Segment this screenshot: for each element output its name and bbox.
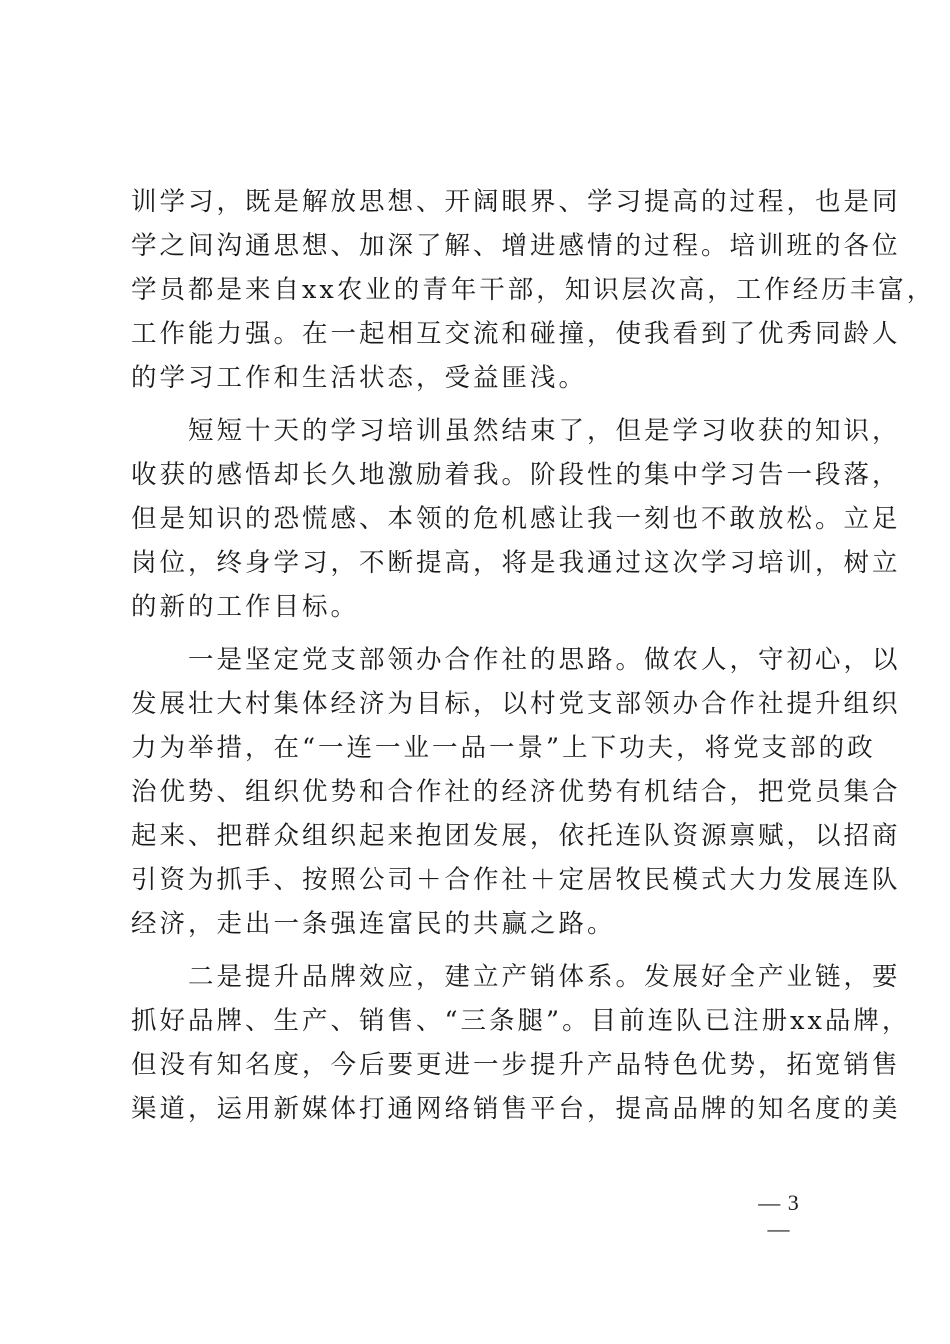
text-line: 的学习工作和生活状态，受益匪浅。 xyxy=(131,363,588,393)
text-line: 工作能力强。在一起相互交流和碰撞，使我看到了优秀同龄人 xyxy=(131,319,901,349)
text-line: 发展壮大村集体经济为目标，以村党支部领办合作社提升组织 xyxy=(131,689,901,719)
text-line: 收获的感悟却长久地激励着我。阶段性的集中学习告一段落， xyxy=(131,460,901,490)
text-line: 二是提升品牌效应，建立产销体系。发展好全产业链，要 xyxy=(131,962,901,992)
text-line: 经济，走出一条强连富民的共赢之路。 xyxy=(131,909,616,939)
text-line: 抓好品牌、生产、销售、“三条腿”。目前连队已注册xx品牌， xyxy=(131,1006,911,1036)
text-line: 训学习，既是解放思想、开阔眼界、学习提高的过程，也是同 xyxy=(131,187,901,217)
text-line: 的新的工作目标。 xyxy=(131,592,360,622)
text-line: 学员都是来自xx农业的青年干部，知识层次高，工作经历丰富， xyxy=(131,275,936,305)
paragraph-2 xyxy=(131,409,901,629)
text-line: 起来、把群众组织起来抱团发展，依托连队资源禀赋，以招商 xyxy=(131,821,901,851)
text-line: 力为举措，在“一连一业一品一景”上下功夫，将党支部的政 xyxy=(131,733,876,763)
page-number: — 3 — xyxy=(758,1190,800,1241)
text-line: 岗位，终身学习，不断提高，将是我通过这次学习培训，树立 xyxy=(131,548,901,578)
paragraph-4 xyxy=(131,955,911,1131)
text-line: 但没有知名度，今后要更进一步提升产品特色优势，拓宽销售 xyxy=(131,1050,901,1080)
paragraph-3 xyxy=(131,638,901,946)
document-body xyxy=(131,180,936,1140)
text-line: 学之间沟通思想、加深了解、增进感情的过程。培训班的各位 xyxy=(131,231,901,261)
text-line: 治优势、组织优势和合作社的经济优势有机结合，把党员集合 xyxy=(131,777,901,807)
text-line: 短短十天的学习培训虽然结束了，但是学习收获的知识， xyxy=(131,416,901,446)
paragraph-1 xyxy=(131,180,936,400)
text-line: 但是知识的恐慌感、本领的危机感让我一刻也不敢放松。立足 xyxy=(131,504,901,534)
text-line: 渠道，运用新媒体打通网络销售平台，提高品牌的知名度的美 xyxy=(131,1094,901,1124)
text-line: 一是坚定党支部领办合作社的思路。做农人，守初心，以 xyxy=(131,645,901,675)
text-line: 引资为抓手、按照公司＋合作社＋定居牧民模式大力发展连队 xyxy=(131,865,901,895)
